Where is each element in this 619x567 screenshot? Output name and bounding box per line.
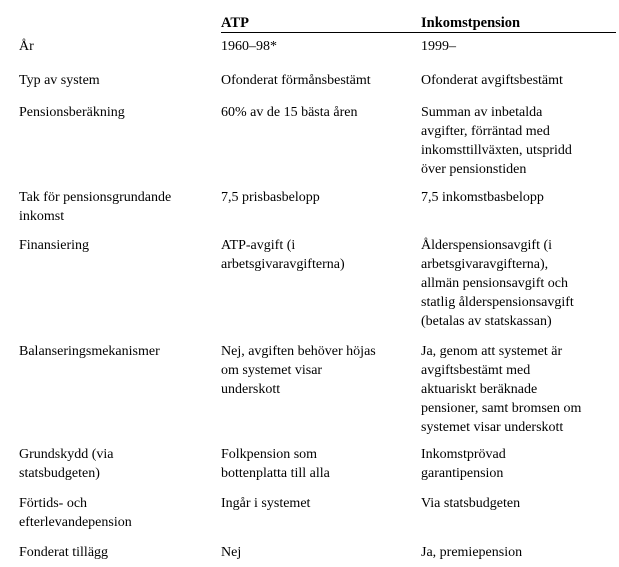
atp-cell: 60% av de 15 bästa åren bbox=[221, 105, 358, 120]
row-label: Förtids- och efterlevandepension bbox=[19, 496, 132, 530]
atp-cell: Folkpension som bottenplatta till alla bbox=[221, 447, 330, 481]
atp-cell: 1960–98* bbox=[221, 39, 277, 54]
atp-cell: Ingår i systemet bbox=[221, 496, 311, 511]
row-label: Balanseringsmekanismer bbox=[19, 344, 160, 359]
inkomstpension-cell: Ja, premiepension bbox=[421, 545, 523, 560]
row-label: Finansiering bbox=[19, 238, 89, 253]
atp-cell: ATP-avgift (i arbetsgivaravgifterna) bbox=[221, 238, 345, 272]
inkomstpension-cell: 7,5 inkomstbasbelopp bbox=[421, 190, 544, 205]
row-label: Tak för pensionsgrundande inkomst bbox=[19, 190, 172, 224]
header-inkomstpension: Inkomstpension bbox=[421, 15, 521, 31]
atp-cell: Nej, avgiften behöver höjas om systemet visar underskott bbox=[221, 344, 376, 397]
inkomstpension-cell: Ålderspensionsavgift (i arbetsgivaravgifterna), allmän pensionsavgift och statlig ålderspensionsavgift (betalas av statskassan) bbox=[421, 238, 574, 329]
row-label: Fonderat tillägg bbox=[19, 545, 109, 560]
row-label: År bbox=[19, 39, 34, 54]
inkomstpension-cell: Ofonderat avgiftsbestämt bbox=[421, 73, 563, 88]
inkomstpension-cell: Via statsbudgeten bbox=[421, 496, 521, 511]
table-header-row bbox=[0, 14, 619, 34]
row-label: Grundskydd (via statsbudgeten) bbox=[19, 447, 114, 481]
inkomstpension-cell: Ja, genom att systemet är avgiftsbestämt med aktuariskt beräknade pensioner, samt bromsen om systemet visar underskott bbox=[421, 344, 582, 435]
inkomstpension-cell: Summan av inbetalda avgifter, förräntad med inkomsttillväxten, utspridd över pensionstiden bbox=[421, 105, 572, 177]
atp-cell: Ofonderat förmånsbestämt bbox=[221, 73, 371, 88]
atp-cell: Nej bbox=[221, 545, 242, 560]
header-atp: ATP bbox=[221, 15, 249, 31]
header-rule bbox=[221, 32, 616, 33]
row-label: Pensionsberäkning bbox=[19, 105, 125, 120]
inkomstpension-cell: Inkomstprövad garantipension bbox=[421, 447, 506, 481]
atp-cell: 7,5 prisbasbelopp bbox=[221, 190, 320, 205]
row-label: Typ av system bbox=[19, 73, 100, 88]
inkomstpension-cell: 1999– bbox=[421, 39, 456, 54]
